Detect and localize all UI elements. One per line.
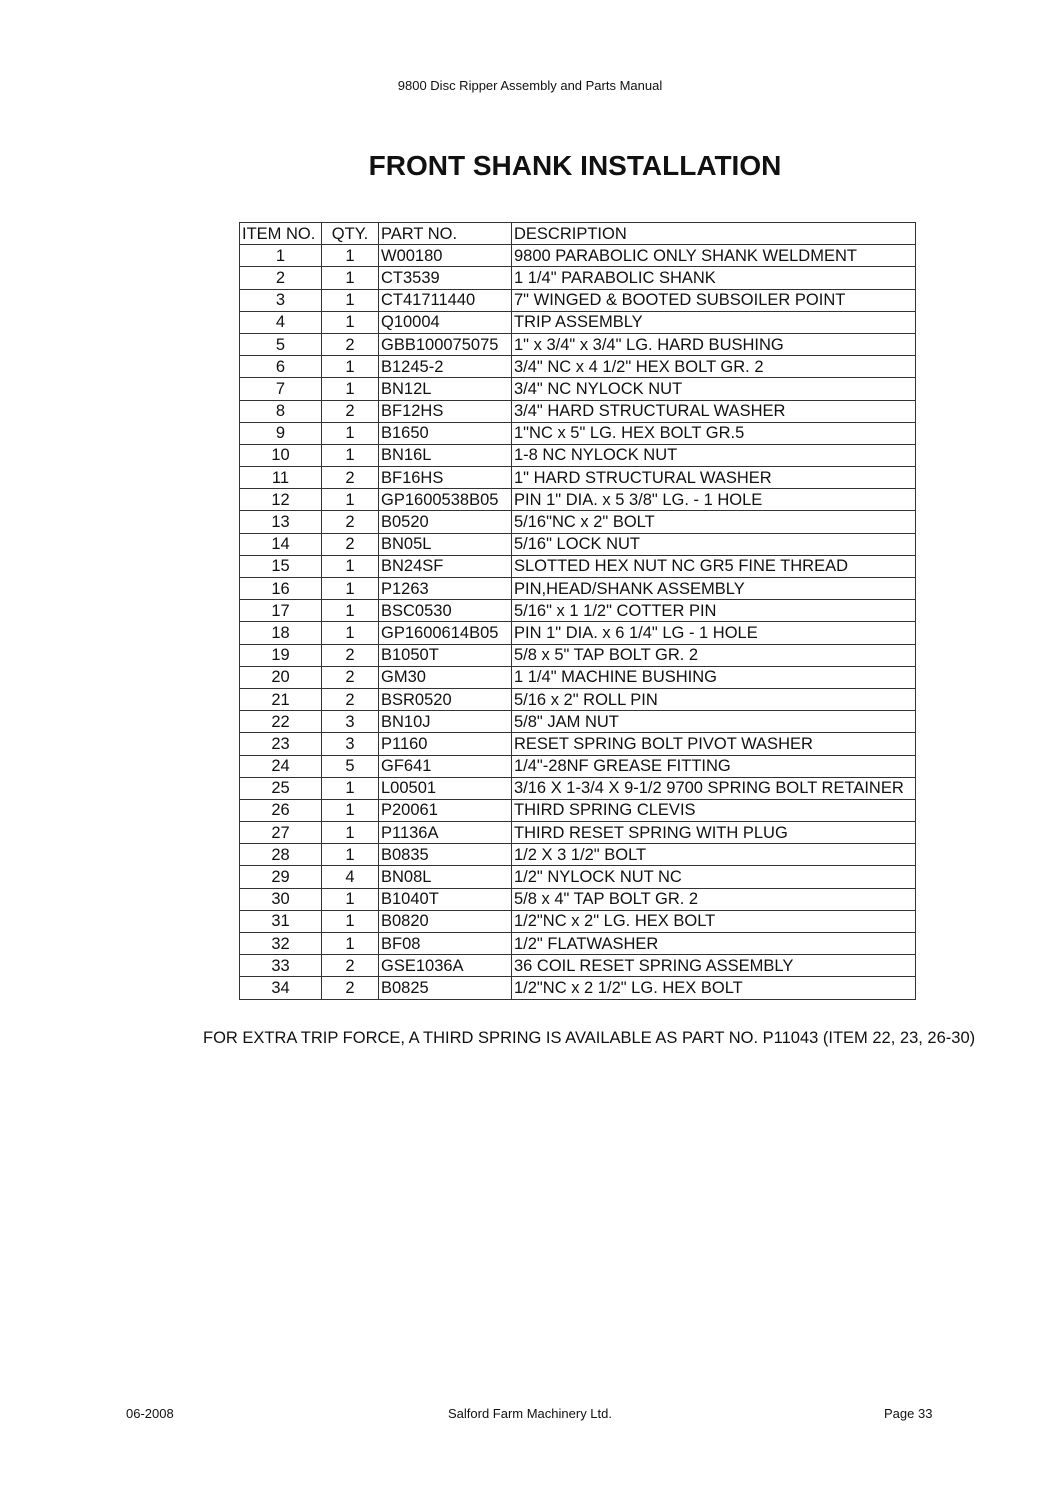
cell-item-no: 17 <box>240 600 322 622</box>
cell-part-no: CT41711440 <box>379 289 512 311</box>
cell-description: 1" HARD STRUCTURAL WASHER <box>512 467 916 489</box>
cell-item-no: 28 <box>240 844 322 866</box>
cell-description: THIRD RESET SPRING WITH PLUG <box>512 822 916 844</box>
cell-part-no: B0835 <box>379 844 512 866</box>
table-row <box>240 378 916 400</box>
table-row <box>240 289 916 311</box>
table-row <box>240 511 916 533</box>
table-row <box>240 533 916 555</box>
cell-qty: 1 <box>322 844 379 866</box>
table-row <box>240 799 916 821</box>
cell-part-no: BSR0520 <box>379 688 512 710</box>
cell-qty: 2 <box>322 511 379 533</box>
cell-part-no: P1263 <box>379 578 512 600</box>
cell-item-no: 14 <box>240 533 322 555</box>
cell-item-no: 13 <box>240 511 322 533</box>
page-title: FRONT SHANK INSTALLATION <box>368 150 782 181</box>
table-row <box>240 910 916 932</box>
table-row <box>240 933 916 955</box>
cell-description: TRIP ASSEMBLY <box>512 311 916 333</box>
cell-description: 7" WINGED & BOOTED SUBSOILER POINT <box>512 289 916 311</box>
cell-qty: 1 <box>322 799 379 821</box>
cell-part-no: GBB100075075 <box>379 333 512 355</box>
cell-qty: 1 <box>322 910 379 932</box>
table-row <box>240 311 916 333</box>
column-header-qty: QTY. <box>322 223 379 245</box>
cell-qty: 1 <box>322 356 379 378</box>
cell-item-no: 30 <box>240 888 322 910</box>
cell-qty: 2 <box>322 400 379 422</box>
table-row <box>240 467 916 489</box>
cell-qty: 1 <box>322 822 379 844</box>
cell-item-no: 15 <box>240 555 322 577</box>
cell-description: 5/16"NC x 2" BOLT <box>512 511 916 533</box>
cell-qty: 5 <box>322 755 379 777</box>
table-row <box>240 755 916 777</box>
cell-description: 1/2" NYLOCK NUT NC <box>512 866 916 888</box>
column-header-item-no: ITEM NO. <box>240 223 322 245</box>
cell-qty: 1 <box>322 622 379 644</box>
cell-part-no: B1050T <box>379 644 512 666</box>
cell-item-no: 26 <box>240 799 322 821</box>
table-row <box>240 733 916 755</box>
table-row <box>240 977 916 999</box>
cell-item-no: 16 <box>240 578 322 600</box>
column-header-description: DESCRIPTION <box>512 223 916 245</box>
cell-qty: 2 <box>322 644 379 666</box>
cell-qty: 1 <box>322 555 379 577</box>
cell-item-no: 1 <box>240 245 322 267</box>
cell-item-no: 25 <box>240 777 322 799</box>
cell-qty: 1 <box>322 489 379 511</box>
cell-description: RESET SPRING BOLT PIVOT WASHER <box>512 733 916 755</box>
cell-description: PIN,HEAD/SHANK ASSEMBLY <box>512 578 916 600</box>
cell-qty: 1 <box>322 245 379 267</box>
cell-description: 1/2" FLATWASHER <box>512 933 916 955</box>
table-row <box>240 622 916 644</box>
cell-item-no: 6 <box>240 356 322 378</box>
cell-part-no: B1245-2 <box>379 356 512 378</box>
cell-qty: 2 <box>322 977 379 999</box>
cell-description: 5/16" LOCK NUT <box>512 533 916 555</box>
table-row <box>240 866 916 888</box>
cell-part-no: BN10J <box>379 711 512 733</box>
table-row <box>240 844 916 866</box>
cell-item-no: 29 <box>240 866 322 888</box>
cell-qty: 1 <box>322 933 379 955</box>
cell-part-no: GP1600614B05 <box>379 622 512 644</box>
cell-part-no: P20061 <box>379 799 512 821</box>
cell-item-no: 24 <box>240 755 322 777</box>
cell-part-no: GP1600538B05 <box>379 489 512 511</box>
cell-part-no: W00180 <box>379 245 512 267</box>
cell-item-no: 10 <box>240 444 322 466</box>
table-row <box>240 822 916 844</box>
cell-qty: 1 <box>322 600 379 622</box>
cell-qty: 2 <box>322 666 379 688</box>
cell-qty: 2 <box>322 333 379 355</box>
cell-description: 1" x 3/4" x 3/4" LG. HARD BUSHING <box>512 333 916 355</box>
cell-description: 1 1/4" MACHINE BUSHING <box>512 666 916 688</box>
cell-item-no: 18 <box>240 622 322 644</box>
cell-part-no: GSE1036A <box>379 955 512 977</box>
cell-part-no: Q10004 <box>379 311 512 333</box>
cell-qty: 2 <box>322 467 379 489</box>
cell-description: 1/2"NC x 2" LG. HEX BOLT <box>512 910 916 932</box>
cell-part-no: BF12HS <box>379 400 512 422</box>
table-row <box>240 711 916 733</box>
footer-company: Salford Farm Machinery Ltd. <box>447 1406 612 1421</box>
table-row <box>240 600 916 622</box>
cell-item-no: 7 <box>240 378 322 400</box>
cell-item-no: 31 <box>240 910 322 932</box>
table-row <box>240 356 916 378</box>
cell-item-no: 4 <box>240 311 322 333</box>
cell-qty: 3 <box>322 733 379 755</box>
cell-qty: 1 <box>322 422 379 444</box>
table-row <box>240 245 916 267</box>
cell-qty: 3 <box>322 711 379 733</box>
cell-description: 1-8 NC NYLOCK NUT <box>512 444 916 466</box>
table-row <box>240 267 916 289</box>
table-row <box>240 688 916 710</box>
cell-item-no: 9 <box>240 422 322 444</box>
parts-table-body <box>240 245 916 999</box>
cell-part-no: BN16L <box>379 444 512 466</box>
cell-part-no: BN05L <box>379 533 512 555</box>
cell-qty: 2 <box>322 688 379 710</box>
cell-qty: 1 <box>322 311 379 333</box>
cell-item-no: 23 <box>240 733 322 755</box>
cell-part-no: L00501 <box>379 777 512 799</box>
table-row <box>240 333 916 355</box>
table-row <box>240 777 916 799</box>
cell-part-no: P1136A <box>379 822 512 844</box>
cell-item-no: 3 <box>240 289 322 311</box>
cell-part-no: P1160 <box>379 733 512 755</box>
cell-item-no: 11 <box>240 467 322 489</box>
cell-qty: 1 <box>322 444 379 466</box>
table-row <box>240 422 916 444</box>
cell-part-no: GF641 <box>379 755 512 777</box>
cell-qty: 1 <box>322 777 379 799</box>
cell-description: 3/16 X 1-3/4 X 9-1/2 9700 SPRING BOLT RETAINER <box>512 777 916 799</box>
cell-description: 36 COIL RESET SPRING ASSEMBLY <box>512 955 916 977</box>
cell-item-no: 22 <box>240 711 322 733</box>
cell-qty: 1 <box>322 888 379 910</box>
cell-description: 1/4"-28NF GREASE FITTING <box>512 755 916 777</box>
cell-description: 1"NC x 5" LG. HEX BOLT GR.5 <box>512 422 916 444</box>
cell-item-no: 27 <box>240 822 322 844</box>
cell-part-no: BN24SF <box>379 555 512 577</box>
table-header-row <box>240 223 916 245</box>
column-header-part-no: PART NO. <box>379 223 512 245</box>
cell-part-no: B1650 <box>379 422 512 444</box>
table-row <box>240 644 916 666</box>
cell-qty: 4 <box>322 866 379 888</box>
cell-description: 1/2"NC x 2 1/2" LG. HEX BOLT <box>512 977 916 999</box>
cell-part-no: BF16HS <box>379 467 512 489</box>
table-row <box>240 555 916 577</box>
cell-description: 5/16" x 1 1/2" COTTER PIN <box>512 600 916 622</box>
cell-qty: 2 <box>322 955 379 977</box>
document-header: 9800 Disc Ripper Assembly and Parts Manual <box>397 78 663 93</box>
footer-page-number: Page 33 <box>884 1406 933 1421</box>
cell-description: PIN 1" DIA. x 6 1/4" LG - 1 HOLE <box>512 622 916 644</box>
table-row <box>240 955 916 977</box>
cell-description: 3/4" HARD STRUCTURAL WASHER <box>512 400 916 422</box>
cell-item-no: 33 <box>240 955 322 977</box>
cell-qty: 1 <box>322 378 379 400</box>
cell-item-no: 2 <box>240 267 322 289</box>
cell-item-no: 5 <box>240 333 322 355</box>
cell-part-no: BN08L <box>379 866 512 888</box>
cell-description: 1/2 X 3 1/2" BOLT <box>512 844 916 866</box>
cell-part-no: CT3539 <box>379 267 512 289</box>
cell-item-no: 12 <box>240 489 322 511</box>
cell-part-no: BN12L <box>379 378 512 400</box>
cell-description: 5/8 x 5" TAP BOLT GR. 2 <box>512 644 916 666</box>
cell-qty: 1 <box>322 578 379 600</box>
cell-part-no: B1040T <box>379 888 512 910</box>
third-spring-note: FOR EXTRA TRIP FORCE, A THIRD SPRING IS AVAILABLE AS PART NO. P11043 (ITEM 22, 23, 26-30) <box>203 1029 976 1047</box>
table-row <box>240 400 916 422</box>
parts-table <box>239 222 916 1000</box>
cell-item-no: 32 <box>240 933 322 955</box>
cell-part-no: GM30 <box>379 666 512 688</box>
table-row <box>240 578 916 600</box>
cell-item-no: 21 <box>240 688 322 710</box>
cell-description: SLOTTED HEX NUT NC GR5 FINE THREAD <box>512 555 916 577</box>
cell-description: 5/8" JAM NUT <box>512 711 916 733</box>
cell-description: THIRD SPRING CLEVIS <box>512 799 916 821</box>
cell-description: PIN 1" DIA. x 5 3/8" LG. - 1 HOLE <box>512 489 916 511</box>
cell-part-no: B0825 <box>379 977 512 999</box>
table-row <box>240 666 916 688</box>
cell-description: 1 1/4" PARABOLIC SHANK <box>512 267 916 289</box>
table-row <box>240 489 916 511</box>
cell-qty: 1 <box>322 267 379 289</box>
cell-item-no: 8 <box>240 400 322 422</box>
cell-part-no: B0520 <box>379 511 512 533</box>
cell-description: 9800 PARABOLIC ONLY SHANK WELDMENT <box>512 245 916 267</box>
cell-qty: 1 <box>322 289 379 311</box>
cell-item-no: 19 <box>240 644 322 666</box>
cell-description: 5/16 x 2" ROLL PIN <box>512 688 916 710</box>
table-row <box>240 444 916 466</box>
table-row <box>240 888 916 910</box>
cell-part-no: BSC0530 <box>379 600 512 622</box>
cell-item-no: 34 <box>240 977 322 999</box>
cell-description: 3/4" NC x 4 1/2" HEX BOLT GR. 2 <box>512 356 916 378</box>
cell-description: 3/4" NC NYLOCK NUT <box>512 378 916 400</box>
cell-item-no: 20 <box>240 666 322 688</box>
cell-qty: 2 <box>322 533 379 555</box>
footer-date: 06-2008 <box>126 1406 174 1421</box>
cell-part-no: B0820 <box>379 910 512 932</box>
cell-description: 5/8 x 4" TAP BOLT GR. 2 <box>512 888 916 910</box>
cell-part-no: BF08 <box>379 933 512 955</box>
